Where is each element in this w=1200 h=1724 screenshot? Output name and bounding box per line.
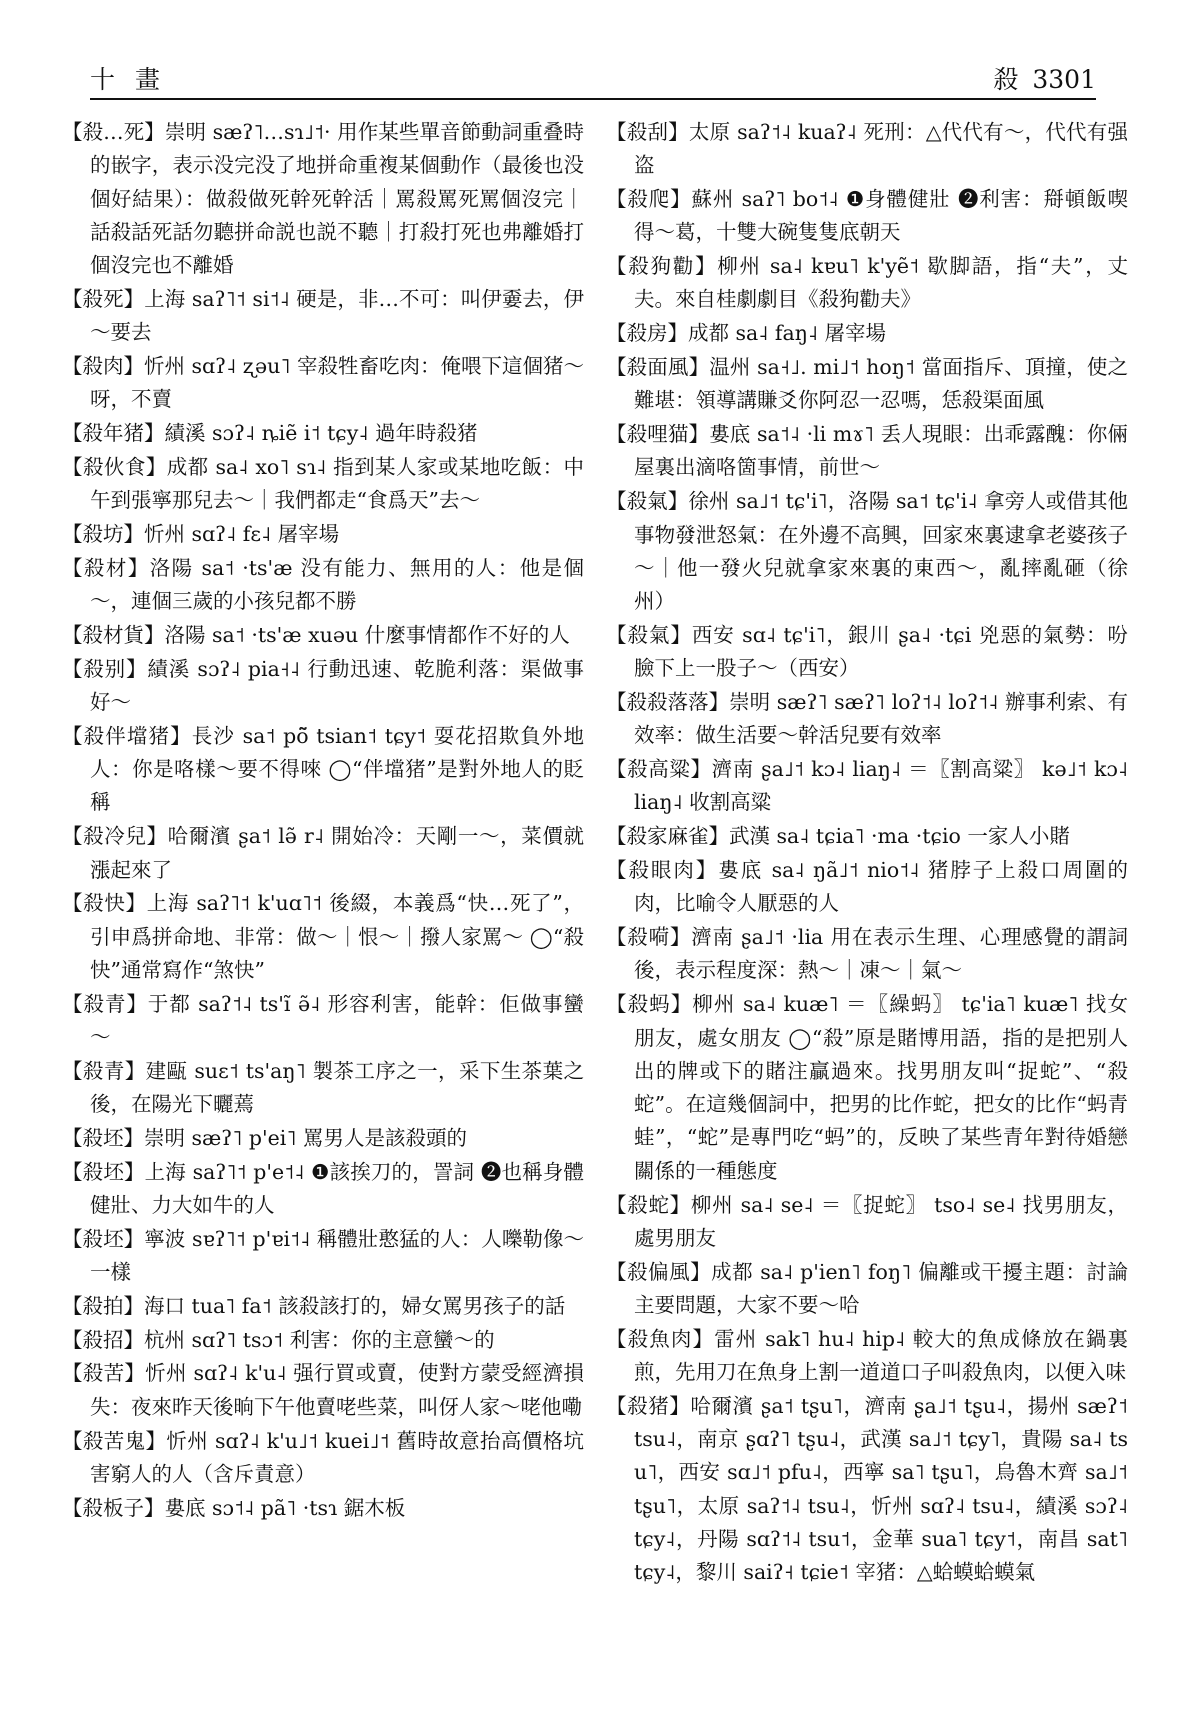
entry-headword: 【殺快】 bbox=[62, 891, 147, 916]
entry-headword: 【殺蚂】 bbox=[606, 992, 693, 1017]
running-head-character: 殺 bbox=[993, 65, 1019, 94]
dictionary-entry bbox=[606, 250, 1128, 317]
entry-headword: 【殺死】 bbox=[62, 286, 145, 311]
entry-headword: 【殺青】 bbox=[62, 1058, 146, 1083]
dictionary-entry bbox=[62, 1156, 584, 1223]
dictionary-entry bbox=[606, 686, 1128, 753]
dictionary-entry bbox=[62, 1425, 584, 1492]
entry-headword: 【殺伴壋猪】 bbox=[62, 723, 192, 748]
left-column bbox=[62, 116, 584, 1525]
section-label: 十畫 bbox=[90, 65, 181, 94]
entry-headword: 【殺魚肉】 bbox=[606, 1326, 715, 1351]
entry-definition: 忻州 sɑʔ˨ k'u˩˦ kuei˩˦ 舊時故意抬高價格坑害窮人的人（含斥責意） bbox=[90, 1428, 584, 1486]
dictionary-entry bbox=[606, 1256, 1128, 1323]
page-number: 3301 bbox=[1032, 65, 1096, 94]
entry-definition: 洛陽 sa˦ ·ts'æ 没有能力、無用的人：他是個～，連個三歲的小孩兒都不勝 bbox=[90, 555, 584, 614]
entry-headword: 【殺冷兒】 bbox=[62, 824, 168, 849]
entry-headword: 【殺别】 bbox=[62, 656, 148, 681]
entry-headword: 【殺哩猫】 bbox=[606, 422, 710, 447]
entry-definition: 哈爾濱 ʂa˦ tʂu˥，濟南 ʂa˩˦ tʂu˨，揚州 sæʔ˦ tsu˨，南京 ʂɑʔ˥ tʂu˨，武漢 sa˩˦ tɕy˥，貴陽 sa˨ tsu˥，西安 sɑ˩˦ pfu˨，西寧 sa˥ tʂu˥，烏魯木齊 sa˩˦ tʂu˥，太原 saʔ˦˨ tsu˨，忻州 sɑʔ˨ tsu˨，績溪 sɔʔ˨ tɕy˨，丹陽 sɑʔ˦˨ tsu˦，金華 sua˥ tɕy˦，南昌 sat˥ tɕy˨，黎川 saiʔ˧ tɕie˦ 宰猪：△蛤蟆蛤蟆氣 bbox=[634, 1393, 1128, 1585]
dictionary-entry bbox=[606, 854, 1128, 921]
dictionary-entry bbox=[606, 418, 1128, 485]
dictionary-entry bbox=[62, 988, 584, 1055]
dictionary-entry bbox=[606, 485, 1128, 618]
right-column bbox=[606, 116, 1128, 1590]
entry-definition: 海口 tua˥ fa˦ 該殺該打的，婦女罵男孩子的話 bbox=[144, 1293, 566, 1318]
entry-definition: 忻州 sɑʔ˨ fɛ˨ 屠宰場 bbox=[144, 522, 340, 547]
entry-definition: 忻州 sɑʔ˨ ʐəu˥ 宰殺牲畜吃肉：俺喂下這個猪～呀，不賣 bbox=[90, 354, 585, 412]
entry-definition: 哈爾濱 ʂa˦ lə̃ r˨ 開始冷：天剛一～，菜價就漲起來了 bbox=[90, 824, 585, 882]
dictionary-entry bbox=[606, 1189, 1128, 1256]
dictionary-entry bbox=[62, 1357, 584, 1424]
entry-definition: 上海 saʔ˥˦ si˦˨ 硬是，非…不可：叫伊嫑去，伊～要去 bbox=[90, 286, 584, 345]
dictionary-entry bbox=[606, 820, 1128, 853]
entry-definition: 温州 sa˧˩. mi˩˦ hoŋ˦ 當面指斥、頂撞，使之難堪：領導講賺爻你阿忍一忍嗎，恁殺渠面風 bbox=[634, 355, 1128, 413]
entry-headword: 【殺眼肉】 bbox=[606, 858, 719, 883]
entry-definition: 績溪 sɔʔ˨ ȵiẽ i˦ tɕy˨ 過年時殺猪 bbox=[164, 421, 478, 446]
dictionary-entry bbox=[62, 653, 584, 720]
entry-definition: 上海 saʔ˥˦ p'e˦˨ ❶該挨刀的，詈詞 ❷也稱身體健壯、力大如牛的人 bbox=[90, 1159, 584, 1217]
entry-definition: 蘇州 saʔ˥ bo˦˨ ❶身體健壯 ❷利害：搿頓飯喫得～葛，十雙大碗隻隻底朝天 bbox=[634, 187, 1128, 245]
entry-headword: 【殺猪】 bbox=[606, 1393, 691, 1418]
entry-definition: 忻州 sɑʔ˨ k'u˨ 强行買或賣，使對方蒙受經濟損失：夜來昨天後晌下午他賣咾些菜，叫伢人家～咾他嘞 bbox=[90, 1361, 584, 1419]
entry-definition: 崇明 sæʔ˥ sæʔ˥ loʔ˦˨ loʔ˦˨ 辦事利索、有效率：做生活要～幹活兒要有效率 bbox=[634, 690, 1128, 748]
entry-headword: 【殺坯】 bbox=[62, 1125, 144, 1150]
dictionary-entry bbox=[606, 183, 1128, 250]
entry-headword: 【殺坊】 bbox=[62, 522, 144, 547]
entry-definition: 婁底 sa˨ ŋã˩˦ nio˦˨ 猪脖子上殺口周圍的肉，比喻令人厭惡的人 bbox=[634, 858, 1128, 916]
entry-definition: 長沙 sa˦ põ̃ tsian˦ tɕy˦ 耍花招欺負外地人：你是咯樣～要不得唻 ◯“伴壋猪”是對外地人的貶稱 bbox=[90, 723, 585, 815]
entry-headword: 【殺坯】 bbox=[62, 1159, 145, 1184]
dictionary-entry bbox=[62, 1290, 584, 1323]
entry-definition: 上海 saʔ˥˦ k'uɑ˥˦ 後綴，本義爲“快…死了”，引申爲拼命地、非常：做～｜恨～｜撥人家罵～ ◯“殺快”通常寫作“煞快” bbox=[90, 891, 584, 982]
entry-headword: 【殺伙食】 bbox=[62, 454, 167, 479]
dictionary-entry bbox=[606, 1390, 1128, 1590]
entry-headword: 【殺面風】 bbox=[606, 355, 710, 380]
entry-headword: 【殺偏風】 bbox=[606, 1259, 712, 1284]
dictionary-entry bbox=[606, 116, 1128, 183]
entry-headword: 【殺爬】 bbox=[606, 187, 692, 212]
entry-definition: 洛陽 sa˦ ·ts'æ xuəu 什麼事情都作不好的人 bbox=[164, 622, 570, 647]
dictionary-entry bbox=[62, 350, 584, 417]
entry-headword: 【殺苦】 bbox=[62, 1361, 146, 1386]
entry-definition: 成都 sa˨ faŋ˨ 屠宰場 bbox=[688, 321, 887, 346]
dictionary-entry bbox=[606, 351, 1128, 418]
entry-headword: 【殺嗬】 bbox=[606, 925, 692, 950]
entry-definition: 績溪 sɔʔ˨ pia˧˨ 行動迅速、乾脆利落：渠做事好～ bbox=[90, 656, 584, 715]
entry-definition: 婁底 sɔ˦˨ pã˥ ·tsɿ 鋸木板 bbox=[164, 1495, 406, 1520]
dictionary-entry bbox=[606, 1323, 1128, 1390]
dictionary-entry bbox=[606, 317, 1128, 350]
dictionary-entry bbox=[62, 720, 584, 820]
dictionary-entry bbox=[606, 753, 1128, 820]
dictionary-entry bbox=[62, 887, 584, 987]
dictionary-entry bbox=[62, 451, 584, 518]
entry-definition: 于都 saʔ˦˨ ts'ĩ ə̃˨ 形容利害，能幹：佢做事蠻～ bbox=[90, 991, 585, 1050]
entry-headword: 【殺氣】 bbox=[606, 622, 692, 647]
dictionary-entry bbox=[62, 619, 584, 652]
entry-definition: 崇明 sæʔ˥…sɿ˩˦· 用作某些單音節動詞重叠時的嵌字，表示没完没了地拼命重複某個動作（最後也没個好結果）：做殺做死幹死幹活｜罵殺罵死罵個沒完｜話殺話死話勿聽拼命説也説不聽｜打殺打死也弗離婚打個沒完也不離婚 bbox=[90, 120, 584, 278]
entry-definition: 太原 saʔ˦˨ kuaʔ˨ 死刑：△代代有～，代代有强盗 bbox=[634, 120, 1129, 178]
dictionary-entry bbox=[606, 988, 1128, 1188]
entry-definition: 雷州 sak˥ hu˨ hip˨ 較大的魚成條放在鍋裏煎，先用刀在魚身上割一道道口子叫殺魚肉，以便入味 bbox=[634, 1326, 1128, 1384]
entry-definition: 武漢 sa˨ tɕia˥ ·ma ·tɕio 一家人小賭 bbox=[729, 824, 1070, 849]
dictionary-entry bbox=[606, 921, 1128, 988]
entry-definition: 柳州 sa˨ kɐu˥ k'yẽ˦ 歇脚語，指“夫”，丈夫。來自桂劇劇目《殺狗勸夫》 bbox=[634, 254, 1129, 312]
dictionary-entry bbox=[62, 552, 584, 619]
entry-definition: 成都 sa˨ xo˥ sɿ˨ 指到某人家或某地吃飯：中午到張寧那兒去～｜我們都走“食爲天”去～ bbox=[90, 454, 585, 513]
entry-headword: 【殺苦鬼】 bbox=[62, 1428, 167, 1453]
entry-headword: 【殺殺落落】 bbox=[606, 690, 730, 715]
entry-headword: 【殺青】 bbox=[62, 991, 148, 1016]
entry-headword: 【殺拍】 bbox=[62, 1293, 144, 1318]
entry-headword: 【殺材】 bbox=[62, 555, 150, 580]
entry-headword: 【殺刮】 bbox=[606, 120, 689, 144]
entry-headword: 【殺家麻雀】 bbox=[606, 824, 729, 849]
dictionary-entry bbox=[62, 518, 584, 551]
entry-headword: 【殺肉】 bbox=[62, 354, 145, 379]
entry-headword: 【殺材貨】 bbox=[62, 622, 165, 647]
dictionary-entry bbox=[62, 1223, 584, 1290]
entry-definition: 成都 sa˨ p'ien˥ foŋ˥ 偏離或干擾主題：討論主要問題，大家不要～哈 bbox=[634, 1259, 1129, 1317]
entry-headword: 【殺氣】 bbox=[606, 489, 689, 514]
entry-definition: 崇明 sæʔ˥ p'ei˥ 罵男人是該殺頭的 bbox=[144, 1125, 467, 1150]
dictionary-entry bbox=[606, 619, 1128, 686]
dictionary-entry bbox=[62, 820, 584, 887]
entry-definition: 建甌 suɛ˦ ts'aŋ˥ 製茶工序之一，采下生茶葉之後，在陽光下曬蔫 bbox=[90, 1058, 585, 1117]
entry-definition: 杭州 sɑʔ˥ tsɔ˦ 利害：你的主意蠻～的 bbox=[144, 1327, 495, 1352]
entry-headword: 【殺招】 bbox=[62, 1327, 144, 1352]
dictionary-entry bbox=[62, 1492, 584, 1525]
entry-definition: 寧波 sɐʔ˥˦ p'ɐi˦˨ 稱體壯憨猛的人：人嚛勒像～一樣 bbox=[90, 1226, 585, 1285]
entry-headword: 【殺房】 bbox=[606, 321, 688, 346]
dictionary-entry bbox=[62, 1122, 584, 1155]
dictionary-entry bbox=[62, 417, 584, 450]
dictionary-entry bbox=[62, 283, 584, 350]
dictionary-entry bbox=[62, 116, 584, 282]
entry-headword: 【殺高粱】 bbox=[606, 757, 712, 782]
entry-headword: 【殺板子】 bbox=[62, 1495, 165, 1520]
entry-definition: 柳州 sa˨ se˨ ＝〖捉蛇〗 tso˨ se˨ 找男朋友，處男朋友 bbox=[634, 1192, 1129, 1250]
entry-definition: 柳州 sa˨ kuæ˥ ＝〖繰蚂〗 tɕ'ia˥ kuæ˥ 找女朋友，處女朋友 ◯“殺”原是賭博用語，指的是把别人出的牌或下的賭注贏過來。找男朋友叫“捉蛇”、“殺蛇”。在這幾個詞中，把男的比作蛇，把女的比作“蚂青蛙”，“蛇”是專門吃“蚂”的，反映了某些青年對待婚戀關係的一種態度 bbox=[634, 992, 1129, 1183]
dictionary-entry bbox=[62, 1055, 584, 1122]
entry-definition: 徐州 sa˩˦ tɕ'i˥，洛陽 sa˦ tɕ'i˨ 拿旁人或借其他事物發泄怒氣：在外邊不高興，回家來裏逮拿老婆孩子～｜他一發火兒就拿家來裏的東西～，亂摔亂砸（徐州） bbox=[634, 489, 1129, 614]
entry-headword: 【殺年猪】 bbox=[62, 421, 165, 446]
entry-headword: 【殺蛇】 bbox=[606, 1192, 691, 1217]
page-header bbox=[90, 54, 1096, 100]
entry-headword: 【殺狗勸】 bbox=[606, 254, 718, 279]
entry-headword: 【殺坯】 bbox=[62, 1226, 145, 1251]
entry-definition: 西安 sɑ˨ tɕ'i˥，銀川 ʂa˨ ·tɕi 兇惡的氣勢：吩臉下上一股子～（西安） bbox=[634, 622, 1129, 681]
entry-headword: 【殺…死】 bbox=[62, 120, 165, 144]
dictionary-entry bbox=[62, 1324, 584, 1357]
entry-definition: 濟南 ʂa˩˦ ·lia 用在表示生理、心理感覺的謂詞後，表示程度深：熱～｜凍～｜氣～ bbox=[634, 925, 1129, 983]
entry-definition: 婁底 sa˦˨ ·li mɤ˥ 丢人現眼：出乖露醜：你倆屋裏出滴咯箇事情，前世～ bbox=[634, 422, 1128, 480]
running-head bbox=[979, 60, 1096, 96]
entry-definition: 濟南 ʂa˩˦ kɔ˨ liaŋ˨ ＝〖割高粱〗 kə˩˦ kɔ˨ liaŋ˨ 收割高粱 bbox=[634, 757, 1128, 815]
